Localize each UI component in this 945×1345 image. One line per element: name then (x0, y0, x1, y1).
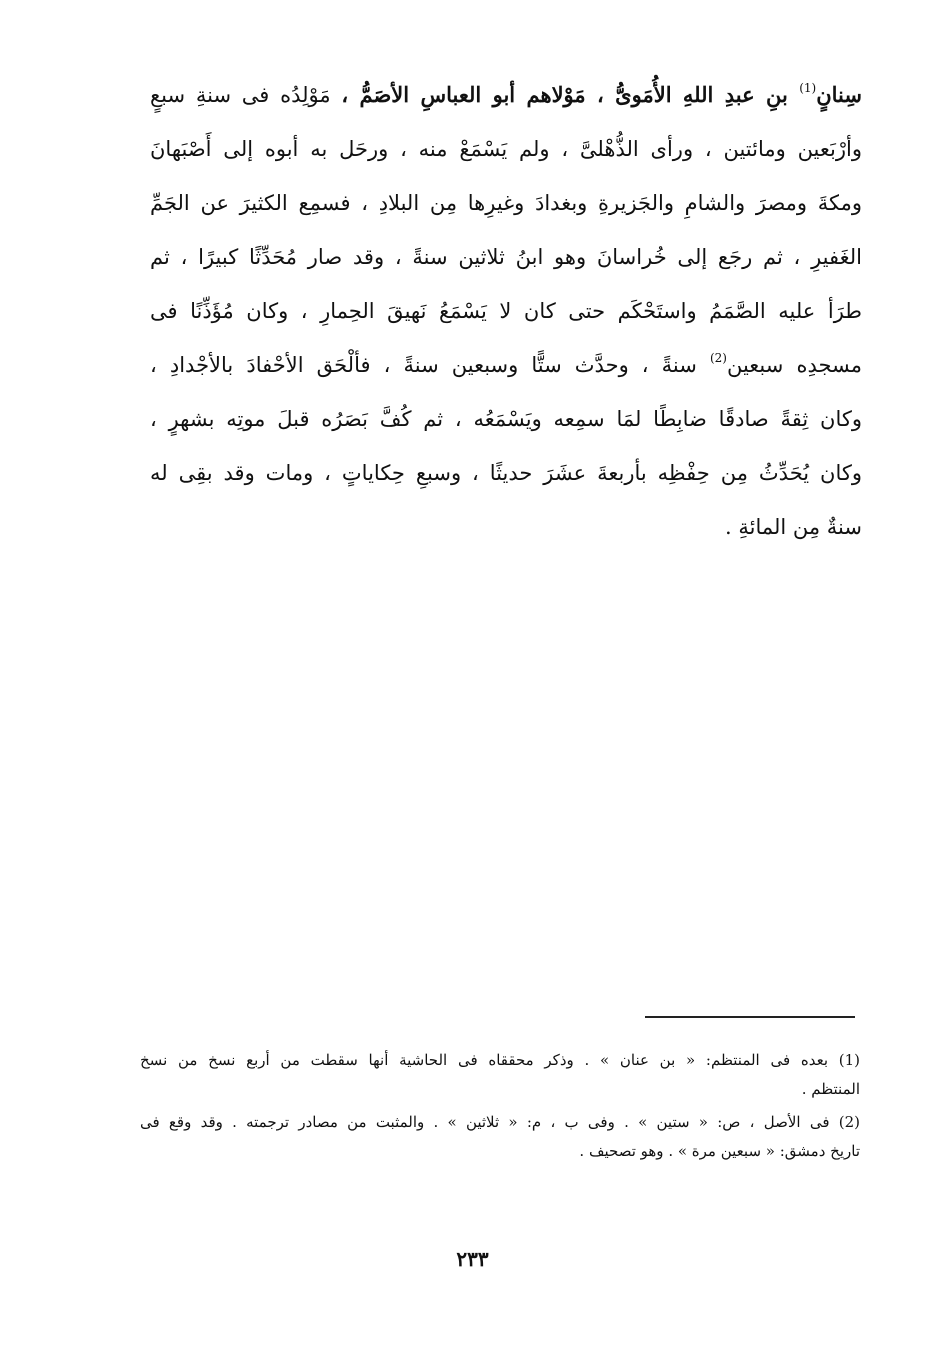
body-line-6 (150, 338, 862, 392)
body-line-8: وكان يُحَدِّثُ مِن حِفْظِه بأربعةَ عشَرَ حديثًا ، وسبعِ حِكاياتٍ ، ومات وقد بقِى له (150, 461, 862, 485)
body-line-3: ومكةَ ومصرَ والشامِ والجَزيرةِ وبغدادَ وغيرِها مِن البلادِ ، فسمِع الكثيرَ عن الجَمِّ (150, 191, 862, 215)
body-line-6-rest: سنةً ، وحدَّث ستًّا وسبعين سنةً ، فألْحَق الأحْفادَ بالأجْدادِ ، (150, 353, 710, 377)
footnote-ref-1[interactable]: (1) (799, 81, 817, 95)
footnote-divider (645, 1016, 855, 1018)
footnotes-block (140, 1046, 860, 1166)
birth-clause: مَوْلِدُه فى سنةِ سبعٍ (150, 83, 342, 107)
body-line-4: الغَفيرِ ، ثم رجَع إلى خُراسانَ وهو ابنُ ثلاثين سنةً ، وقد صار مُحَدِّثًا كبيرًا ، ثم (150, 245, 862, 269)
body-line-6-start: مسجدِه سبعين (726, 353, 862, 377)
body-line-5: طرَأ عليه الصَّمَمُ واستَحْكَم حتى كان لا يَسْمَعُ نَهيقَ الحِمارِ ، وكان مُؤَذِّنًا فى (150, 299, 862, 323)
footnote-2-line-2: تاريخ دمشق: « سبعين مرة » . وهو تصحيف . (579, 1142, 860, 1160)
footnote-2-line-1: (2) فى الأصل ، ص: « ستين » . وفى ب ، م: « ثلاثين » . والمثبت من مصادر ترجمته . وقد وقع فى (140, 1113, 860, 1131)
footnote-1-line-2: المنتظم . (801, 1080, 860, 1098)
name-rest: بنِ عبدِ اللهِ الأُمَوىُّ ، مَوْلاهم أبو العباسِ الأصَمُّ ، (341, 82, 800, 107)
name-word: سِنانٍ (816, 82, 862, 107)
body-line-9: سنةٌ مِن المائةِ . (724, 515, 862, 539)
body-line-7: وكان ثِقةً صادقًا ضابِطًا لمَا سمِعه ويَسْمَعُه ، ثم كُفَّ بَصَرُه قبلَ موتِه بشهرٍ ، (150, 407, 862, 431)
footnote-ref-2[interactable]: (2) (709, 351, 727, 365)
main-text-block (150, 68, 862, 554)
body-line-1 (150, 68, 862, 122)
body-line-2: وأرْبَعين ومائتين ، ورأى الذُّهْلىَّ ، ولم يَسْمَعْ منه ، ورحَل به أبوه إلى أَصْبَهانَ (150, 137, 862, 161)
page-number: ٢٣٣ (456, 1247, 489, 1271)
footnote-1-line-1: (1) بعده فى المنتظم: « بن عنان » . وذكر محققاه فى الحاشية أنها سقطت من أربع نسخ من نسخ (140, 1051, 860, 1069)
